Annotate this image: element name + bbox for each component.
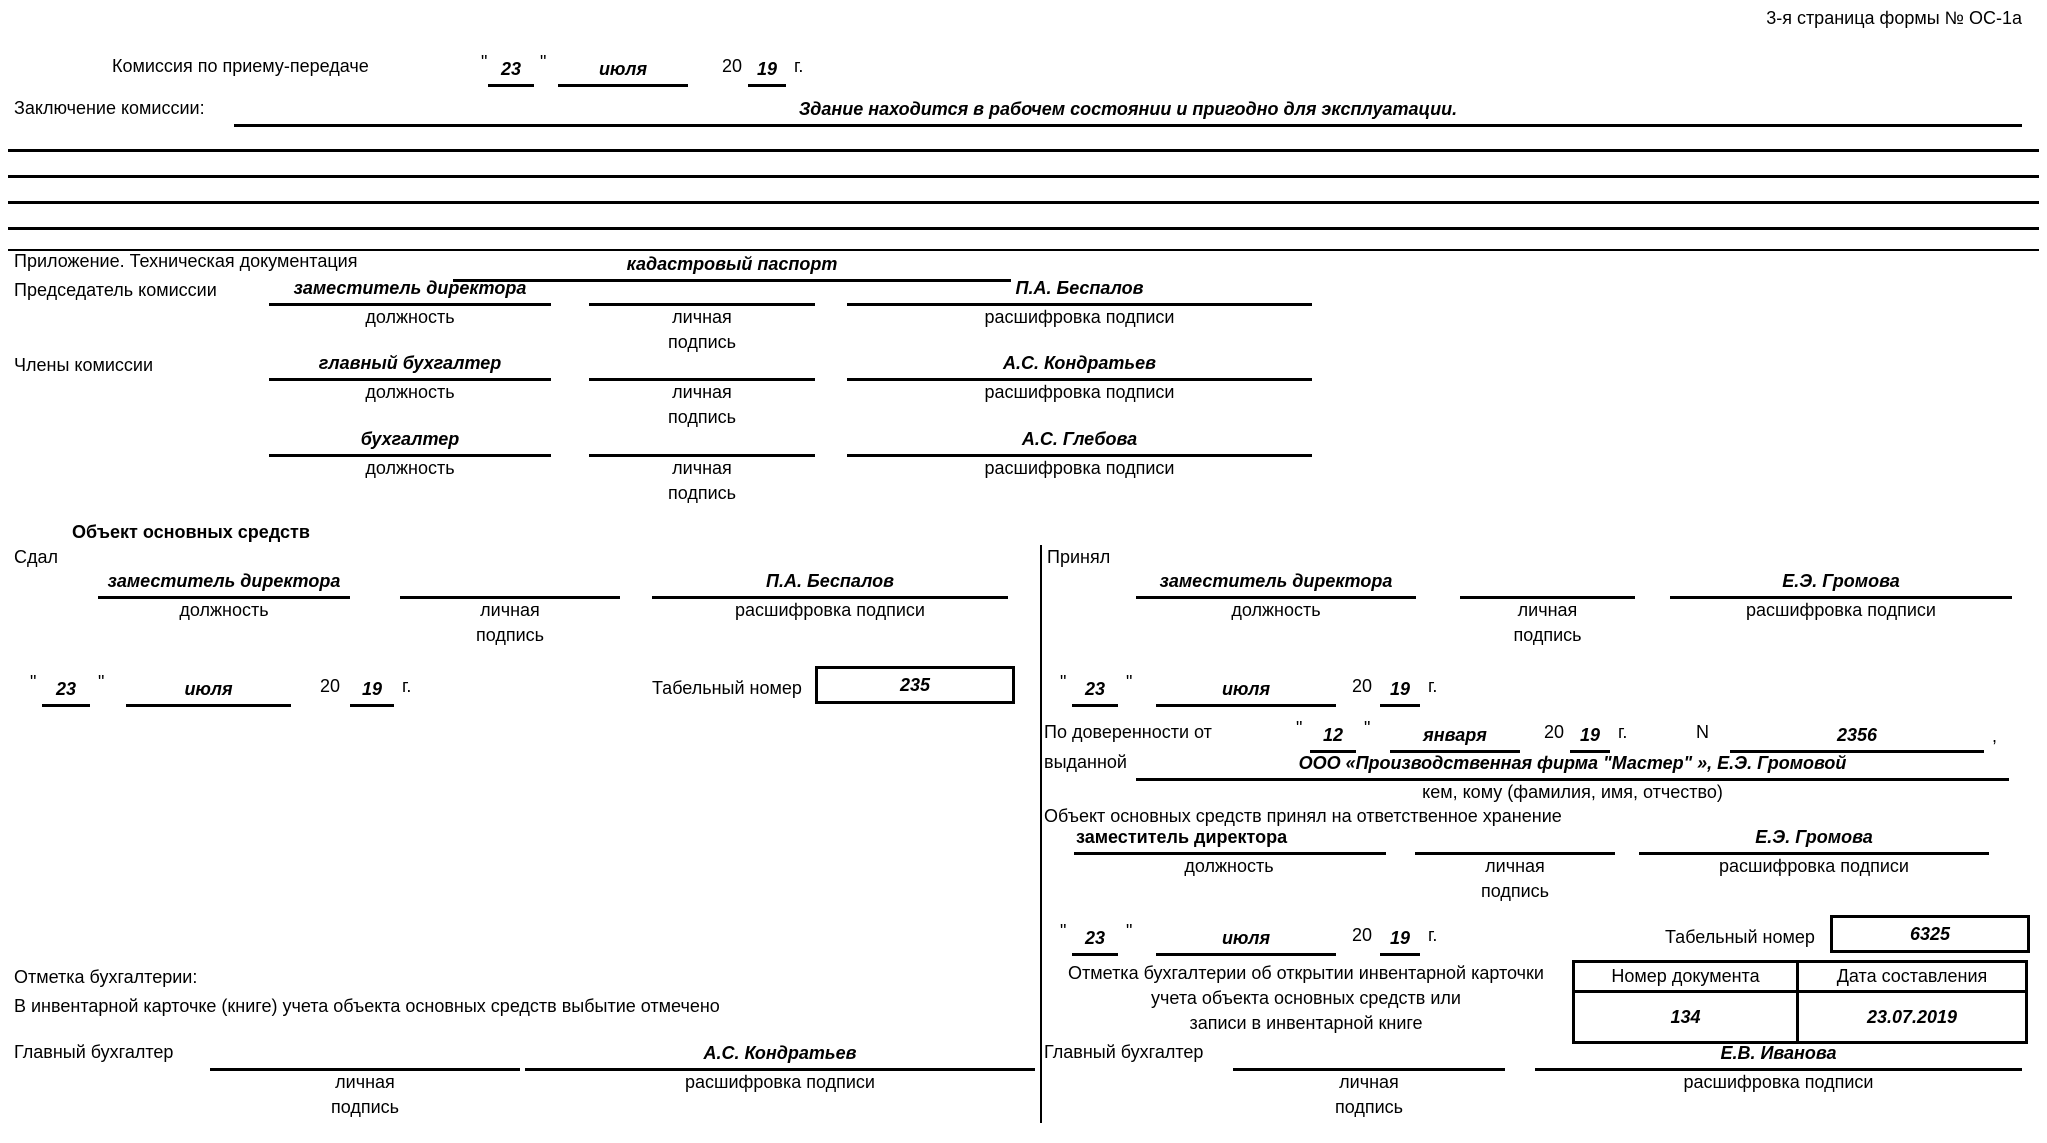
custody-name-field[interactable]: Е.Э. Громова [1639,824,1989,855]
poa-month-field[interactable]: января [1390,722,1520,753]
commission-date-month-field[interactable]: июля [558,56,688,87]
quote-close: " [540,52,547,72]
year-suffix: г. [1428,676,1438,696]
transcript-caption: расшифровка подписи [685,1072,875,1092]
chief-left-name-field[interactable]: А.С. Кондратьев [525,1040,1035,1071]
page-header: 3-я страница формы № ОС-1а [1766,8,2022,28]
member1-name-field[interactable]: А.С. Кондратьев [847,350,1312,381]
quote-open: " [481,52,488,72]
poa-year-field[interactable]: 19 [1570,722,1610,753]
signature-caption: подпись [475,625,545,645]
accepted-name-field[interactable]: Е.Э. Громова [1670,568,2012,599]
blank-line-3[interactable] [8,201,2039,204]
poa-number-field[interactable]: 2356 [1730,722,1984,753]
transcript-caption: расшифровка подписи [735,600,925,620]
year-suffix: г. [1428,925,1438,945]
transcript-caption: расшифровка подписи [984,307,1175,327]
doc-number-value[interactable]: 134 [1575,993,1799,1041]
position-caption: должность [179,600,269,620]
accounting-right-note-line3: записи в инвентарной книге [1189,1013,1423,1033]
signature-caption: подпись [667,332,737,352]
inventory-card-table [1572,960,2028,1044]
handed-date-day-field[interactable]: 23 [42,676,90,707]
year-suffix: г. [1618,722,1628,742]
signature-caption: подпись [1480,881,1550,901]
chief-left-signature-field[interactable] [210,1040,520,1071]
section-divider [1040,545,1042,1123]
quote-open: " [1060,672,1067,692]
personal-caption: личная [1485,856,1545,876]
position-caption: должность [1184,856,1274,876]
signature-caption: подпись [667,483,737,503]
transcript-caption: расшифровка подписи [1719,856,1909,876]
commission-date-label: Комиссия по приему-передаче [112,56,369,76]
custody-label: Объект основных средств принял на ответственное хранение [1044,806,1562,826]
personal-caption: личная [335,1072,395,1092]
poa-day-field[interactable]: 12 [1310,722,1356,753]
doc-date-value[interactable]: 23.07.2019 [1866,1006,1958,1027]
personal-caption: личная [1339,1072,1399,1092]
personal-caption: личная [672,307,732,327]
chief-right-signature-field[interactable] [1233,1040,1505,1071]
poa-issued-label: выданной [1044,752,1127,772]
poa-comma: , [1992,726,1998,746]
accounting-left-note: В инвентарной карточке (книге) учета объекта основных средств выбытие отмечено [14,996,720,1016]
century-label: 20 [1544,722,1565,742]
handed-label: Сдал [14,547,59,567]
century-label: 20 [722,56,743,76]
conclusion-label: Заключение комиссии: [14,98,205,118]
handed-personnel-number-box[interactable]: 235 [815,666,1015,704]
handed-name-field[interactable]: П.А. Беспалов [652,568,1008,599]
position-caption: должность [365,307,455,327]
year-suffix: г. [402,676,412,696]
accounting-right-note-line1: Отметка бухгалтерии об открытии инвентарной карточки [1068,963,1544,983]
quote-close: " [1126,672,1133,692]
attachment-field[interactable]: кадастровый паспорт [453,251,1011,282]
chief-accountant-label: Главный бухгалтер [1044,1042,1204,1062]
year-suffix: г. [794,56,804,76]
personal-caption: личная [480,600,540,620]
poa-number-label: N [1696,722,1709,742]
doc-number-header: Номер документа [1575,963,1799,993]
member2-name-field[interactable]: А.С. Глебова [847,426,1312,457]
quote-close: " [1364,718,1371,738]
transcript-caption: расшифровка подписи [984,458,1175,478]
commission-date-year-field[interactable]: 19 [748,56,786,87]
century-label: 20 [1352,925,1373,945]
position-caption: должность [1231,600,1321,620]
accepted-position-field[interactable]: заместитель директора [1136,568,1416,599]
quote-close: " [1126,921,1133,941]
attachment-label: Приложение. Техническая документация [14,251,358,271]
transcript-caption: расшифровка подписи [1746,600,1936,620]
member1-signature-field[interactable] [589,350,815,381]
personal-caption: личная [672,458,732,478]
chairman-position-field[interactable]: заместитель директора [269,275,551,306]
signature-caption: подпись [330,1097,400,1117]
quote-open: " [1060,921,1067,941]
signature-caption: подпись [1513,625,1582,645]
accepted-date-year-field[interactable]: 19 [1380,676,1420,707]
signature-caption: подпись [667,407,737,427]
handed-date-year-field[interactable]: 19 [350,676,394,707]
handed-signature-field[interactable] [400,568,620,599]
chairman-label: Председатель комиссии [14,280,217,300]
handed-date-month-field[interactable]: июля [126,676,291,707]
doc-date-header: Дата составления [1799,963,2025,993]
object-section-title: Объект основных средств [72,522,310,542]
personal-caption: личная [1517,600,1578,620]
century-label: 20 [320,676,341,696]
custody-date-year-field[interactable]: 19 [1380,925,1420,956]
quote-close: " [98,672,105,692]
conclusion-field[interactable]: Здание находится в рабочем состоянии и пригодно для эксплуатации. [234,96,2022,127]
century-label: 20 [1352,676,1373,696]
commission-date-day-field[interactable]: 23 [488,56,534,87]
handed-position-field[interactable]: заместитель директора [98,568,350,599]
position-caption: должность [365,458,455,478]
blank-line-1[interactable] [8,149,2039,152]
transcript-caption: расшифровка подписи [1683,1072,1874,1092]
poa-issued-by-field[interactable]: ООО «Производственная фирма "Мастер" », Е.Э. Громовой [1136,750,2009,781]
accepted-label: Принял [1047,547,1111,567]
members-label: Члены комиссии [14,355,154,375]
custody-date-day-field[interactable]: 23 [1072,925,1118,956]
chief-accountant-label: Главный бухгалтер [14,1042,174,1062]
custody-date-month-field[interactable]: июля [1156,925,1336,956]
accounting-right-note-line2: учета объекта основных средств или [1151,988,1461,1008]
custody-position-field[interactable]: заместитель директора [1074,824,1386,855]
accepted-date-day-field[interactable]: 23 [1072,676,1118,707]
personal-caption: личная [672,382,732,402]
accepted-date-month-field[interactable]: июля [1156,676,1336,707]
position-caption: должность [365,382,455,402]
signature-caption: подпись [1334,1097,1404,1117]
chairman-signature-field[interactable] [589,275,815,306]
member1-position-field[interactable]: главный бухгалтер [269,350,551,381]
personnel-number-label: Табельный номер [652,678,802,698]
blank-line-4[interactable] [8,227,2039,230]
member2-signature-field[interactable] [589,426,815,457]
transcript-caption: расшифровка подписи [984,382,1175,402]
accounting-left-title: Отметка бухгалтерии: [14,967,198,987]
chief-right-name-field[interactable]: Е.В. Иванова [1535,1040,2022,1071]
poa-label: По доверенности от [1044,722,1212,742]
custody-personnel-number-box[interactable]: 6325 [1830,915,2030,953]
chairman-name-field[interactable]: П.А. Беспалов [847,275,1312,306]
custody-signature-field[interactable] [1415,824,1615,855]
blank-line-2[interactable] [8,175,2039,178]
member2-position-field[interactable]: бухгалтер [269,426,551,457]
personnel-number-label: Табельный номер [1665,927,1815,947]
quote-open: " [30,672,37,692]
poa-issued-hint: кем, кому (фамилия, имя, отчество) [1422,782,1723,802]
quote-open: " [1296,718,1303,738]
accepted-signature-field[interactable] [1460,568,1635,599]
